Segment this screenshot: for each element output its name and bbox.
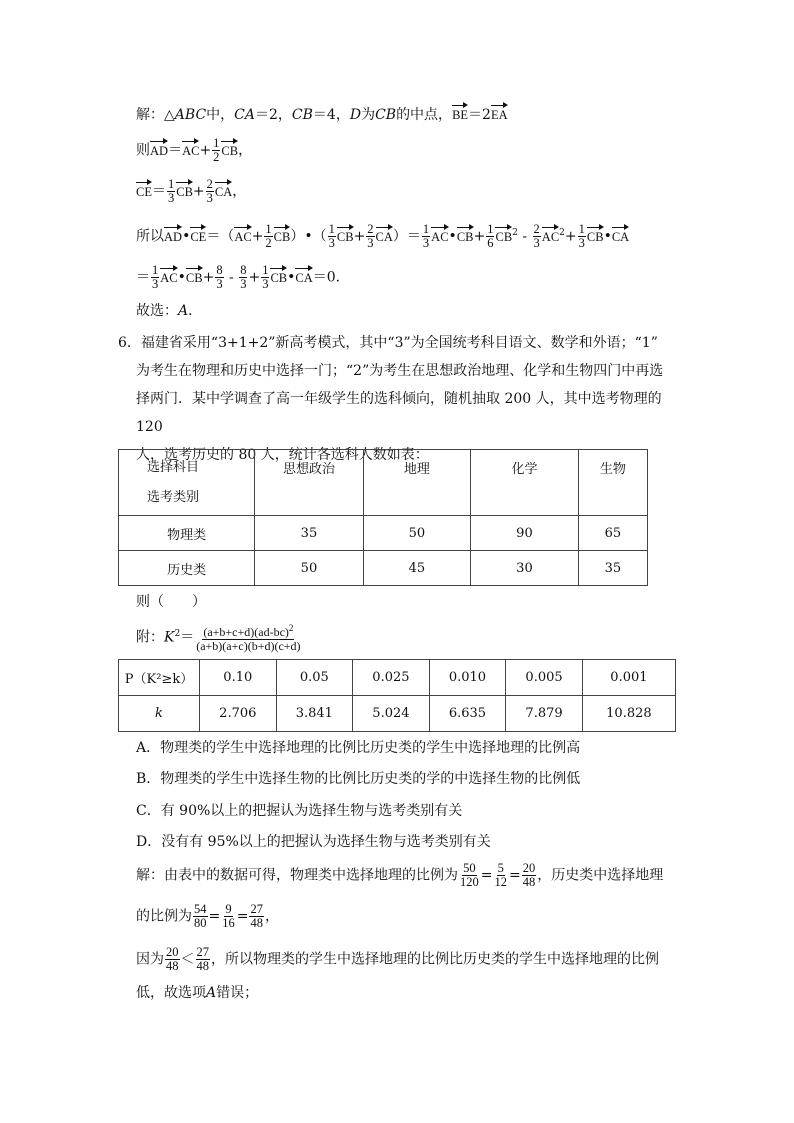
table-cell: 45 (363, 551, 471, 586)
table-cell: 0.005 (506, 660, 583, 696)
fraction: $\frac{1}{2}$ (213, 136, 220, 164)
table-cell: 2.706 (200, 696, 277, 732)
fraction: $\frac{1}{3}$ (328, 222, 335, 251)
solution5-choice: 故选：A． (136, 303, 203, 319)
fraction: $\frac{1}{2}$ (265, 222, 272, 251)
vector-cb: CB (186, 266, 203, 285)
vector-ac: AC (160, 266, 177, 285)
fraction: $\frac{1}{3}$ (167, 177, 175, 205)
table-cell: 0.05 (276, 660, 353, 696)
fraction: $\frac{54}{80}$ (194, 902, 207, 930)
fraction: $\frac{1}{6}$ (487, 222, 494, 251)
question-ask: 则（ ） (136, 594, 206, 610)
vector-cb: CB (176, 180, 193, 199)
solution6-line1: 解：由表中的数据可得，物理类中选择地理的比例为 $\frac{50}{120}$ = $\frac{5}{12}$ = $\frac{20}{48}$ ，历史类中选择地理 (136, 861, 664, 889)
vector-ac: AC (431, 225, 448, 244)
vector-ac: AC (542, 225, 559, 244)
table-cell: 0.10 (200, 660, 277, 696)
solution5-line4: 所以AD•CE＝（AC+ $\frac{1}{2}$ CB）•（ $\frac{1}{3}$ CB+ $\frac{2}{3}$ CA）＝ $\frac{1}{3}$ AC•CB+ $\frac{1}{6}$ $CB^2$ - $\frac{2}{3}$ $AC^2+$ $\frac{1}{3}$ CB•CA (136, 222, 630, 251)
table-cell: 90 (471, 516, 579, 551)
chi-square-formula: $\frac{(a+b+c+d)(ad-bc)^2}{(a+b)(a+c)(b+d)(c+d)}$ (196, 623, 301, 653)
table-cell: 5.024 (353, 696, 430, 732)
vector-ca: CA (295, 266, 312, 285)
vector-ce: CE (190, 225, 206, 244)
vector-cb: CB (270, 266, 287, 285)
vector-ce: CE (136, 180, 152, 199)
vector-cb: CB (457, 225, 474, 244)
table-row (119, 516, 648, 551)
table-cell: 0.010 (429, 660, 506, 696)
row-label: k (119, 696, 200, 732)
fraction: $\frac{2}{3}$ (367, 222, 374, 251)
table-header-row (119, 450, 648, 516)
table-header-cell: 思想政治 (255, 450, 363, 516)
table-row (119, 551, 648, 586)
table-header-cell: 生物 (578, 450, 647, 516)
fraction: $\frac{2}{3}$ (206, 177, 213, 205)
table-cell: 50 (255, 551, 363, 586)
table-row (119, 660, 676, 696)
table-cell: 7.879 (506, 696, 583, 732)
vector-ac: AC (234, 225, 251, 244)
vector-be: BE (452, 103, 468, 122)
table-cell: 10.828 (582, 696, 675, 732)
table-cell: 30 (471, 551, 579, 586)
fraction: $\frac{20}{48}$ (166, 945, 179, 973)
option-c: C．有 90%以上的把握认为选择生物与选考类别有关 (136, 803, 463, 819)
solution5-line5: ＝ $\frac{1}{3}$ AC•CB+ $\frac{8}{3}$ - $\frac{8}{3}$ + $\frac{1}{3}$ CB•CA＝0． (136, 263, 350, 291)
table-cell: 65 (578, 516, 647, 551)
table-corner-cell: 选择科目 选考类别 (119, 450, 255, 516)
vector-cb: CB (495, 225, 512, 244)
table-header-cell: 化学 (471, 450, 579, 516)
option-d: D．没有有 95%以上的把握认为选择生物与选考类别有关 (136, 834, 491, 850)
solution6-line3: 因为 $\frac{20}{48}$ ＜ $\frac{27}{48}$ ，所以物理类的学生中选择地理的比例比历史类的学生中选择地理的比例 (136, 945, 659, 973)
table-header-cell: 地理 (363, 450, 471, 516)
formula-line: 附：$K^2=$ $\frac{(a+b+c+d)(ad-bc)^2}{(a+b)(a+c)(b+d)(c+d)}$ (136, 623, 301, 653)
vector-ca: CA (612, 225, 629, 244)
solution6-line2: 的比例为 $\frac{54}{80}$ = $\frac{9}{16}$ = $\frac{27}{48}$ ， (136, 902, 279, 930)
option-a: A．物理类的学生中选择地理的比例比历史类的学生中选择地理的比例高 (136, 740, 581, 756)
fraction: $\frac{8}{3}$ (240, 263, 247, 291)
solution5-line3: CE＝ $\frac{1}{3}$ CB+ $\frac{2}{3}$ CA， (136, 177, 247, 205)
subject-count-table (118, 449, 648, 586)
table-cell: 0.001 (582, 660, 675, 696)
vector-ad: AD (164, 225, 182, 244)
fraction: $\frac{5}{12}$ (494, 861, 507, 889)
vector-cb: CB (337, 225, 354, 244)
fraction: $\frac{1}{3}$ (422, 222, 430, 251)
solution5-line2: 则AD＝AC+ $\frac{1}{2}$ CB， (136, 136, 253, 164)
fraction: $\frac{1}{3}$ (152, 263, 159, 291)
critical-value-table (118, 659, 676, 732)
vector-ac: AC (182, 139, 199, 158)
table-row (119, 696, 676, 732)
fraction: $\frac{9}{16}$ (222, 902, 235, 930)
option-b: B．物理类的学生中选择生物的比例比历史类的学的中选择生物的比例低 (136, 771, 581, 787)
question-number: 6． (118, 335, 141, 351)
vector-cb: CB (274, 225, 291, 244)
vector-cb: CB (587, 225, 604, 244)
table-cell: 35 (578, 551, 647, 586)
fraction: $\frac{27}{48}$ (250, 902, 263, 930)
vector-ad: AD (150, 139, 168, 158)
solution5-line1: 解：△ABC中，CA＝2，CB＝4，D为CB的中点，BE＝2EA (136, 103, 508, 125)
fraction: $\frac{50}{120}$ (460, 861, 479, 889)
table-cell: 3.841 (276, 696, 353, 732)
fraction: $\frac{27}{48}$ (196, 945, 209, 973)
row-label: 物理类 (119, 516, 255, 551)
vector-cb: CB (221, 139, 238, 158)
fraction: $\frac{20}{48}$ (522, 861, 536, 889)
row-label: 历史类 (119, 551, 255, 586)
vector-ca: CA (215, 180, 232, 199)
vector-ea: EA (491, 103, 508, 122)
table-cell: 0.025 (353, 660, 430, 696)
table-cell: 50 (363, 516, 471, 551)
row-label: P（K²≥k） (119, 660, 200, 696)
table-cell: 6.635 (429, 696, 506, 732)
fraction: $\frac{2}{3}$ (533, 222, 540, 251)
fraction: $\frac{1}{3}$ (262, 263, 269, 291)
fraction: $\frac{8}{3}$ (216, 263, 223, 291)
question6-text: 6．福建省采用“3+1+2”新高考模式，其中“3”为全国统考科目语文、数学和外语；“1” 为考生在物理和历史中选择一门；“2”为考生在思想政治地理、化学和生物四门中再选 择两门．某中学调查了高一年级学生的选科倾向，随机抽取 200 人，其中选考物理的 120 人，选考历史的 80 人，统计各选科人数如表： (118, 335, 664, 463)
fraction: $\frac{1}{3}$ (578, 222, 585, 251)
vector-ca: CA (376, 225, 393, 244)
solution6-line4: 低，故选项A错误； (136, 985, 259, 1001)
table-cell: 35 (255, 516, 363, 551)
